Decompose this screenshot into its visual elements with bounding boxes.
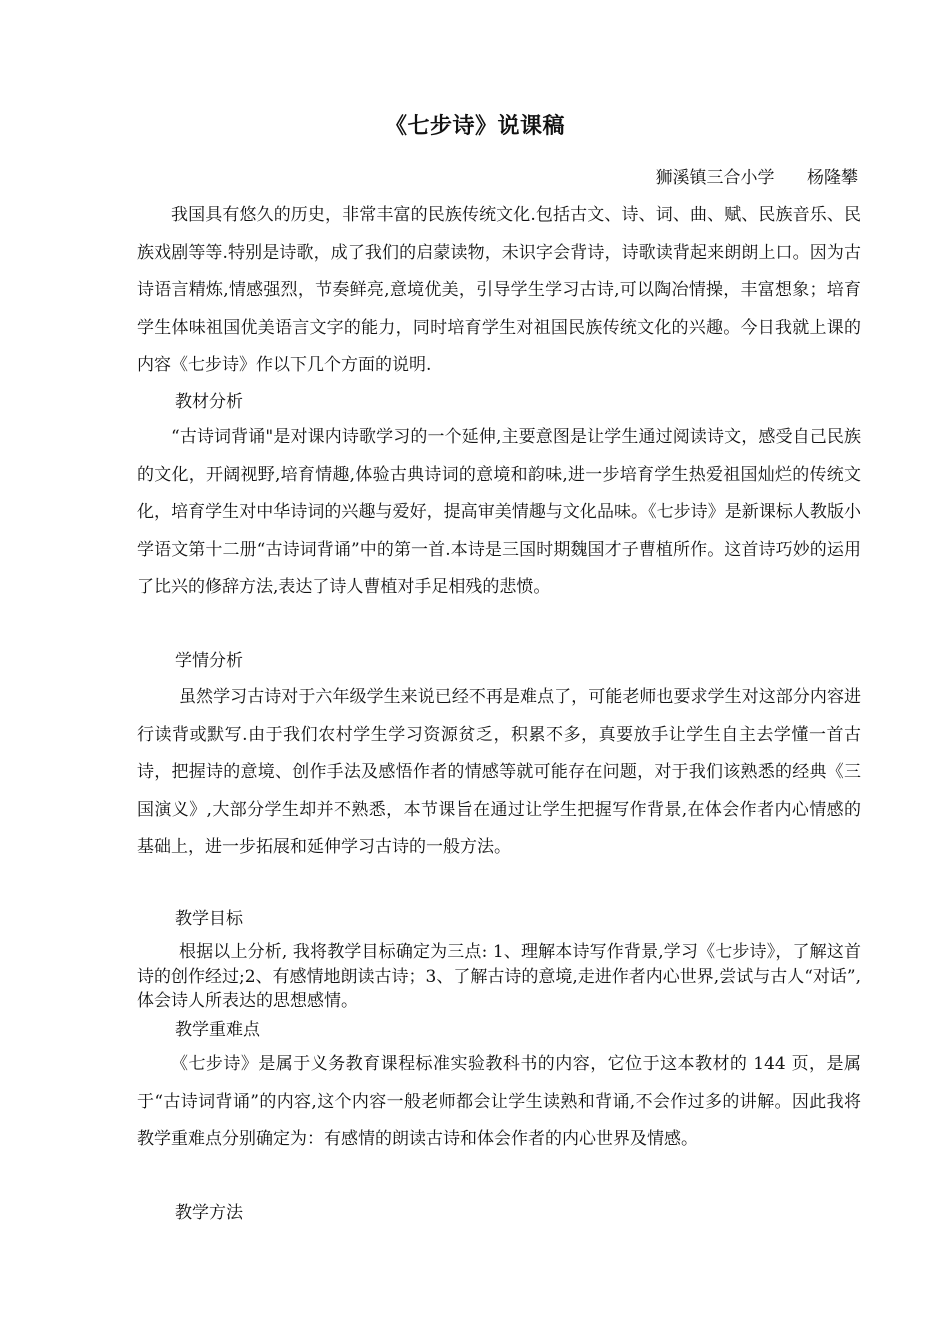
key-points-paragraph: 《七步诗》是属于义务教育课程标准实验教科书的内容，它位于这本教材的 144 页，是属于“古诗词背诵”的内容,这个内容一般老师都会让学生读熟和背诵,不会作过多的讲解。因此我将教学重难点分别确定为：有感情的朗读古诗和体会作者的内心世界及情感。 bbox=[137, 1054, 861, 1149]
section-heading-student-analysis: 学情分析 bbox=[175, 651, 243, 671]
intro-paragraph: 我国具有悠久的历史，非常丰富的民族传统文化.包括古文、诗、词、曲、赋、民族音乐、民族戏剧等等.特别是诗歌，成了我们的启蒙读物，未识字会背诗，诗歌读背起来朗朗上口。因为古诗语言精炼,情感强烈，节奏鲜亮,意境优美，引导学生学习古诗,可以陶冶情操，丰富想象；培育学生体味祖国优美语言文字的能力，同时培育学生对祖国民族传统文化的兴趣。今日我就上课的内容《七步诗》作以下几个方面的说明. bbox=[137, 205, 861, 375]
section-heading-teaching-goals: 教学目标 bbox=[175, 909, 243, 929]
section-heading-teaching-methods: 教学方法 bbox=[175, 1203, 243, 1223]
author-line: 狮溪镇三合小学 杨隆攀 bbox=[655, 168, 858, 188]
student-analysis-paragraph: 虽然学习古诗对于六年级学生来说已经不再是难点了，可能老师也要求学生对这部分内容进行读背或默写.由于我们农村学生学习资源贫乏，积累不多，真要放手让学生自主去学懂一首古诗，把握诗的意境、创作手法及感悟作者的情感等就可能存在问题，对于我们该熟悉的经典《三国演义》,大部分学生却并不熟悉，本节课旨在通过让学生把握写作背景,在体会作者内心情感的基础上，进一步拓展和延伸学习古诗的一般方法。 bbox=[137, 687, 861, 857]
teaching-goals-paragraph: 根据以上分析, 我将教学目标确定为三点: 1、理解本诗写作背景,学习《七步诗》，了解这首诗的创作经过;2、有感情地朗读古诗；3、了解古诗的意境,走进作者内心世界,尝试与古人“对话”,体会诗人所表达的思想感情。 bbox=[137, 942, 861, 1011]
section-heading-textbook-analysis: 教材分析 bbox=[175, 392, 243, 412]
section-heading-key-points: 教学重难点 bbox=[175, 1020, 260, 1040]
textbook-analysis-paragraph: “古诗词背诵"是对课内诗歌学习的一个延伸,主要意图是让学生通过阅读诗文，感受自己民族的文化，开阔视野,培育情趣,体验古典诗词的意境和韵味,进一步培育学生热爱祖国灿烂的传统文化，培育学生对中华诗词的兴趣与爱好，提高审美情趣与文化品味。《七步诗》是新课标人教版小学语文第十二册“古诗词背诵”中的第一首.本诗是三国时期魏国才子曹植所作。这首诗巧妙的运用了比兴的修辞方法,表达了诗人曹植对手足相残的悲愤。 bbox=[137, 427, 861, 597]
document-title: 《七步诗》说课稿 bbox=[384, 114, 565, 139]
